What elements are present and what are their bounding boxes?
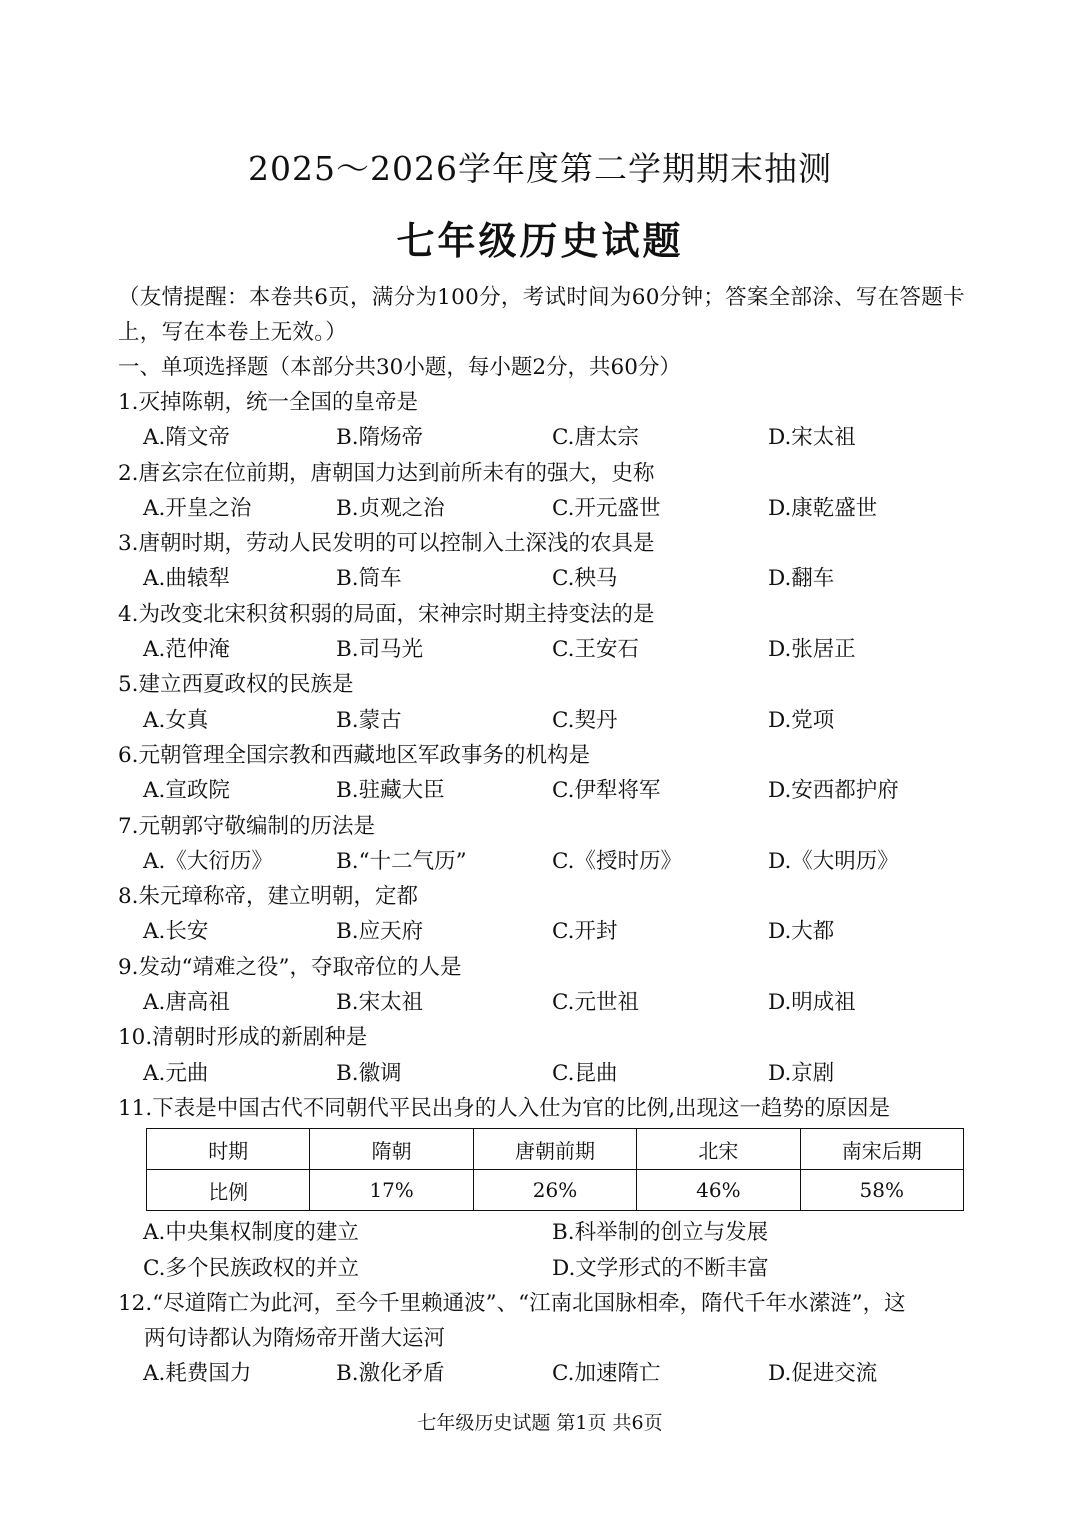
table-header-row (147, 1129, 964, 1170)
question-item (118, 456, 968, 527)
question-text: 7.元朝郭守敬编制的历法是 (118, 813, 376, 839)
option-a: A.宣政院 (143, 778, 230, 804)
question-item (118, 526, 968, 597)
option-c: C.加速隋亡 (552, 1361, 661, 1387)
option-row (118, 1215, 968, 1250)
option-row (118, 420, 968, 455)
option-d: D.宋太祖 (768, 425, 856, 451)
question-text: 9.发动“靖难之役”，夺取帝位的人是 (118, 954, 462, 980)
question-text: 2.唐玄宗在位前期，唐朝国力达到前所未有的强大，史称 (118, 460, 655, 486)
option-d: D.京剧 (768, 1060, 835, 1086)
option-d: D.翻车 (768, 566, 835, 592)
option-b: B.隋炀帝 (336, 425, 424, 451)
question-item (118, 809, 968, 880)
option-d: D.文学形式的不断丰富 (552, 1255, 769, 1281)
option-a: A.长安 (143, 919, 209, 945)
question-11 (118, 1091, 968, 1286)
option-d: D.大都 (768, 919, 835, 945)
table-header-cell: 隋朝 (310, 1129, 473, 1170)
option-a: A.女真 (143, 707, 209, 733)
option-b: B.宋太祖 (336, 990, 424, 1016)
option-b: B.司马光 (336, 637, 424, 663)
table-header-cell: 南宋后期 (800, 1129, 963, 1170)
table-cell: 比例 (147, 1170, 310, 1211)
question-text: 8.朱元璋称帝，建立明朝，定都 (118, 884, 419, 910)
option-c: C.唐太宗 (552, 425, 640, 451)
question-12 (118, 1286, 968, 1392)
question-item (118, 667, 968, 738)
ratio-table (146, 1128, 964, 1211)
question-text: 10.清朝时形成的新剧种是 (118, 1025, 368, 1051)
option-a: A.中央集权制度的建立 (143, 1220, 359, 1246)
option-a: A.范仲淹 (143, 637, 230, 663)
question-text: 6.元朝管理全国宗教和西藏地区军政事务的机构是 (118, 742, 591, 768)
table-header-cell: 唐朝前期 (473, 1129, 636, 1170)
option-row (118, 1056, 968, 1091)
page-footer: 七年级历史试题 第1页 共6页 (417, 1412, 663, 1434)
option-row (118, 632, 968, 667)
table-row (147, 1170, 964, 1211)
option-a: A.《大衍历》 (143, 848, 273, 874)
option-b: B.驻藏大臣 (336, 778, 445, 804)
option-a: A.耗费国力 (143, 1361, 252, 1387)
option-b: B.徽调 (336, 1060, 402, 1086)
section-title: 一、单项选择题（本部分共30小题，每小题2分，共60分） (118, 355, 681, 380)
question-text: 4.为改变北宋积贫积弱的局面，宋神宗时期主持变法的是 (118, 601, 655, 627)
option-c: C.元世祖 (552, 990, 640, 1016)
question-text: 12.“尽道隋亡为此河，至今千里赖通波”、“江南北国脉相牵，隋代千年水潆涟”，这 (118, 1290, 906, 1316)
option-c: C.王安石 (552, 637, 640, 663)
option-c: C.开元盛世 (552, 495, 661, 521)
option-row (118, 1251, 968, 1286)
question-text: 3.唐朝时期，劳动人民发明的可以控制入土深浅的农具是 (118, 531, 655, 557)
table-cell: 17% (310, 1170, 473, 1211)
table-cell: 46% (637, 1170, 800, 1211)
option-c: C.《授时历》 (552, 848, 683, 874)
question-list (118, 385, 968, 1392)
option-d: D.党项 (768, 707, 835, 733)
exam-subtitle: 七年级历史试题 (396, 218, 684, 263)
option-d: D.明成祖 (768, 990, 856, 1016)
option-c: C.秧马 (552, 566, 618, 592)
option-c: C.伊犁将军 (552, 778, 661, 804)
option-row (118, 491, 968, 526)
question-text: 1.灭掉陈朝，统一全国的皇帝是 (118, 390, 419, 415)
option-row (118, 561, 968, 596)
option-row (118, 985, 968, 1020)
option-b: B.筒车 (336, 566, 402, 592)
question-item (118, 950, 968, 1021)
option-d: D.《大明历》 (768, 848, 899, 874)
question-text: 5.建立西夏政权的民族是 (118, 672, 354, 698)
option-b: B.贞观之治 (336, 495, 445, 521)
option-row (118, 773, 968, 808)
question-item (118, 1020, 968, 1091)
question-item (118, 385, 968, 456)
table-header-cell: 时期 (147, 1129, 310, 1170)
option-d: D.促进交流 (768, 1361, 878, 1387)
question-item (118, 597, 968, 668)
option-b: B.“十二气历” (336, 848, 467, 874)
option-d: D.张居正 (768, 637, 856, 663)
option-a: A.开皇之治 (143, 495, 252, 521)
question-item (118, 738, 968, 809)
table-cell: 26% (473, 1170, 636, 1211)
option-row (118, 914, 968, 949)
option-c: C.契丹 (552, 707, 618, 733)
exam-title: 2025～2026学年度第二学期期末抽测 (248, 149, 832, 188)
option-b: B.应天府 (336, 919, 424, 945)
option-a: A.隋文帝 (143, 425, 230, 451)
option-b: B.蒙古 (336, 707, 402, 733)
option-d: D.安西都护府 (768, 778, 899, 804)
option-row (118, 703, 968, 738)
option-d: D.康乾盛世 (768, 495, 878, 521)
option-row (118, 844, 968, 879)
option-c: C.昆曲 (552, 1060, 618, 1086)
option-a: A.元曲 (143, 1060, 209, 1086)
option-b: B.科举制的创立与发展 (552, 1220, 769, 1246)
option-a: A.唐高祖 (143, 990, 230, 1016)
option-c: C.开封 (552, 919, 618, 945)
table-header-cell: 北宋 (637, 1129, 800, 1170)
table-cell: 58% (800, 1170, 963, 1211)
option-c: C.多个民族政权的并立 (143, 1255, 360, 1281)
option-a: A.曲辕犁 (143, 566, 230, 592)
option-row (118, 1356, 968, 1391)
exam-notice: （友情提醒：本卷共6页，满分为100分，考试时间为60分钟；答案全部涂、写在答题卡上，写在本卷上无效。） (118, 285, 965, 345)
question-text-continued: 两句诗都认为隋炀帝开凿大运河 (144, 1326, 446, 1352)
option-b: B.激化矛盾 (336, 1361, 445, 1387)
question-item (118, 879, 968, 950)
question-text: 11.下表是中国古代不同朝代平民出身的人入仕为官的比例,出现这一趋势的原因是 (118, 1095, 891, 1121)
